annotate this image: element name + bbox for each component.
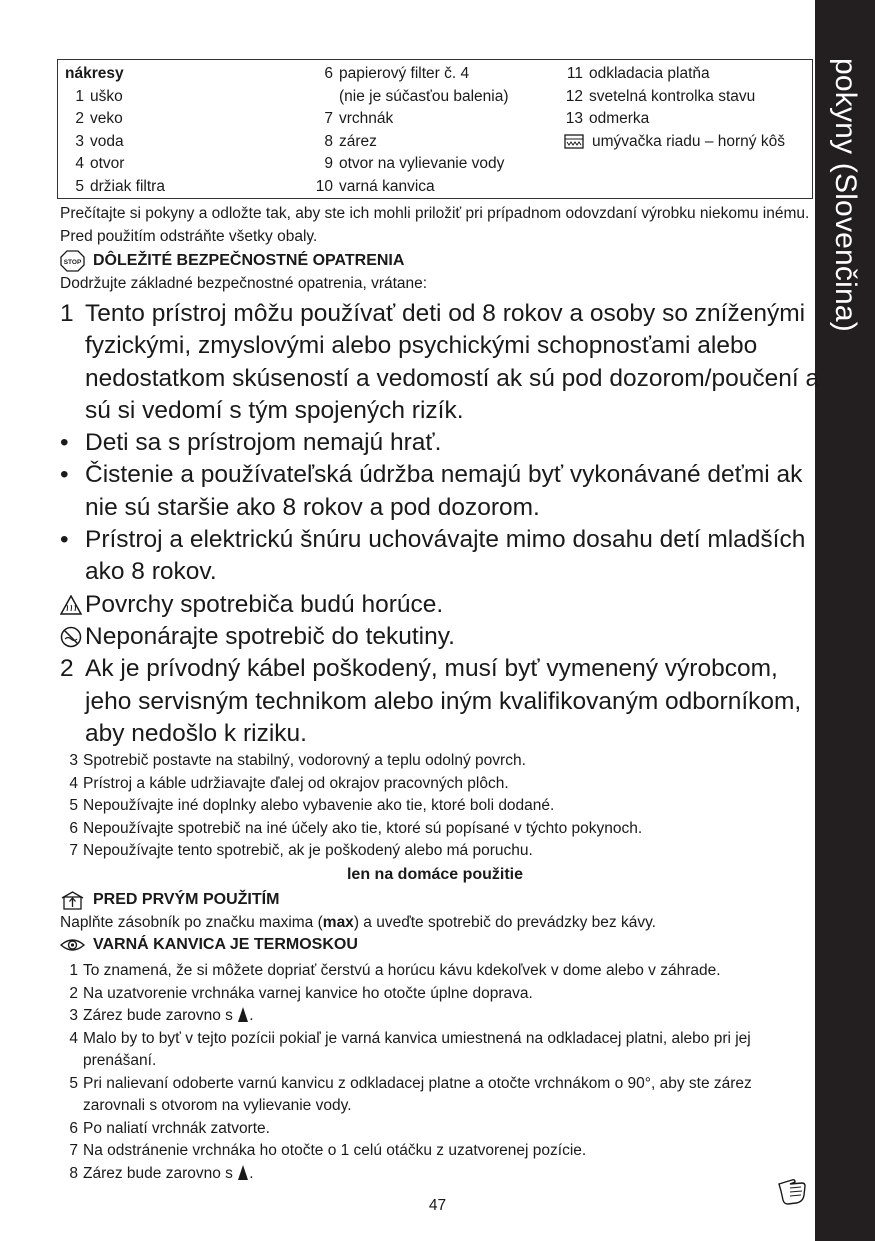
dishwasher-icon	[564, 134, 584, 149]
parts-item: 8 zárez	[324, 132, 377, 150]
thermos-list	[60, 960, 810, 1185]
list-item: 6 Nepoužívajte spotrebič na iné účely ako tie, ktoré sú popísané v týchto pokynoch.	[69, 819, 643, 837]
list-item: 5 Pri nalievaní odoberte varnú kanvicu z odkladacej platne a otočte vrchnákom o 90°, aby ste zárez zarovnali s otvorom na vylievanie vody.	[69, 1074, 752, 1114]
list-item: 7 Na odstránenie vrchnáka ho otočte o 1 celú otáčku z uzatvorenej pozície.	[69, 1142, 587, 1159]
parts-item: 5 držiak filtra	[75, 177, 165, 195]
safety-heading	[60, 250, 404, 272]
parts-item: 7 vrchnák	[324, 110, 394, 127]
parts-item: 1 uško	[75, 87, 123, 105]
dishwasher-note: umývačka riadu – horný kôš	[563, 131, 815, 154]
list-item: 3 Spotrebič postavte na stabilný, vodorovný a teplu odolný povrch.	[69, 752, 526, 769]
safety-heading-text: DÔLEŽITÉ BEZPEČNOSTNÉ OPATRENIA	[93, 252, 405, 269]
stop-icon	[60, 250, 85, 272]
safety-item: Neponárajte spotrebič do tekutiny.	[60, 621, 820, 653]
parts-column-2	[313, 63, 558, 198]
parts-legend-box	[57, 59, 813, 199]
list-item: 6 Po naliatí vrchnák zatvorte.	[69, 1119, 270, 1137]
safety-item: • Deti sa s prístrojom nemajú hrať.	[60, 429, 442, 457]
first-use-icon	[60, 889, 85, 911]
eye-icon	[60, 935, 85, 955]
safety-subheading: Dodržujte základné bezpečnostné opatrenia, vrátane:	[60, 275, 428, 292]
parts-item: 2 veko	[75, 110, 123, 127]
list-item: 4 Prístroj a káble udržiavajte ďalej od okrajov pracovných plôch.	[69, 774, 509, 792]
parts-item: 4 otvor	[75, 155, 125, 172]
thermos-heading-text: VARNÁ KANVICA JE TERMOSKOU	[93, 936, 358, 953]
no-immerse-icon	[60, 626, 82, 648]
parts-item: 11 odkladacia platňa	[566, 65, 710, 82]
safety-item: 2 Ak je prívodný kábel poškodený, musí byť vymenený výrobcom, jeho servisným technikom alebo iným kvalifikovaným odborníkom, aby nedošlo k riziku.	[60, 655, 802, 747]
list-item: 4 Malo by to byť v tejto pozícii pokiaľ je varná kanvica umiestnená na odkladacej platni, alebo pri jej prenášaní.	[69, 1029, 751, 1069]
parts-item: 10 varná kanvica	[315, 177, 435, 195]
page-number: 47	[428, 1197, 447, 1214]
list-item: 3 Zárez bude zarovno s .	[69, 1007, 254, 1024]
safety-item: 1 Tento prístroj môžu používať deti od 8 rokov a osoby so zníženými fyzickými, zmyslovými alebo psychickými schopnosťami alebo nedostatkom skúseností a vedomostí ak sú pod dozorom/poučení a sú si vedomí s tým spojených rizík.	[60, 300, 820, 424]
parts-column-3	[563, 63, 815, 153]
first-use-text: Naplňte zásobník po značku maxima (max) a uveďte spotrebič do prevádzky bez kávy.	[60, 914, 656, 931]
hot-surface-icon	[60, 595, 82, 615]
safety-item: • Čistenie a používateľská údržba nemajú byť vykonávané deťmi ak nie sú staršie ako 8 rokov a pod dozorom.	[60, 461, 803, 521]
parts-column-1	[65, 63, 305, 198]
parts-heading: nákresy	[65, 65, 124, 82]
safety-small-list	[60, 750, 810, 863]
thermos-heading	[60, 935, 358, 955]
household-only-note: len na domáce použitie	[346, 866, 524, 883]
parts-item: 13 odmerka	[565, 110, 650, 127]
list-item: 5 Nepoužívajte iné doplnky alebo vybavenie ako tie, ktoré boli dodané.	[69, 797, 555, 814]
safety-big-list	[60, 298, 820, 750]
list-item: 1 To znamená, že si môžete dopriať čerstvú a horúcu kávu kdekoľvek v dome alebo v záhrade.	[69, 962, 721, 979]
parts-item: 3 voda	[75, 132, 124, 150]
parts-item: 9 otvor na vylievanie vody	[324, 155, 505, 172]
stop-icon-label: STOP	[63, 259, 82, 266]
safety-item: • Prístroj a elektrickú šnúru uchovávajte mimo dosahu detí mladších ako 8 rokov.	[60, 526, 806, 586]
first-use-heading	[60, 889, 279, 911]
alignment-triangle-icon	[238, 1165, 248, 1180]
first-use-heading-text: PRED PRVÝM POUŽITÍM	[93, 891, 280, 908]
list-item: 2 Na uzatvorenie vrchnáka varnej kanvice ho otočte úplne doprava.	[69, 984, 533, 1002]
sidebar-title: pokyny (Slovenčina)	[829, 58, 862, 332]
list-item: 7 Nepoužívajte tento spotrebič, ak je poškodený alebo má poruchu.	[69, 842, 533, 859]
safety-item: Povrchy spotrebiča budú horúce.	[60, 589, 820, 621]
parts-item: 12 svetelná kontrolka stavu	[565, 87, 756, 105]
intro-text: Prečítajte si pokyny a odložte tak, aby ste ich mohli priložiť pri prípadnom odovzdaní výrobku niekomu inému. Pred použitím odstráňte všetky obaly.	[60, 205, 810, 245]
parts-item: (nie je súčasťou balenia)	[339, 87, 509, 105]
alignment-triangle-icon	[238, 1007, 248, 1022]
parts-item: 6 papierový filter č. 4	[324, 65, 470, 82]
list-item: 8 Zárez bude zarovno s .	[69, 1164, 254, 1182]
